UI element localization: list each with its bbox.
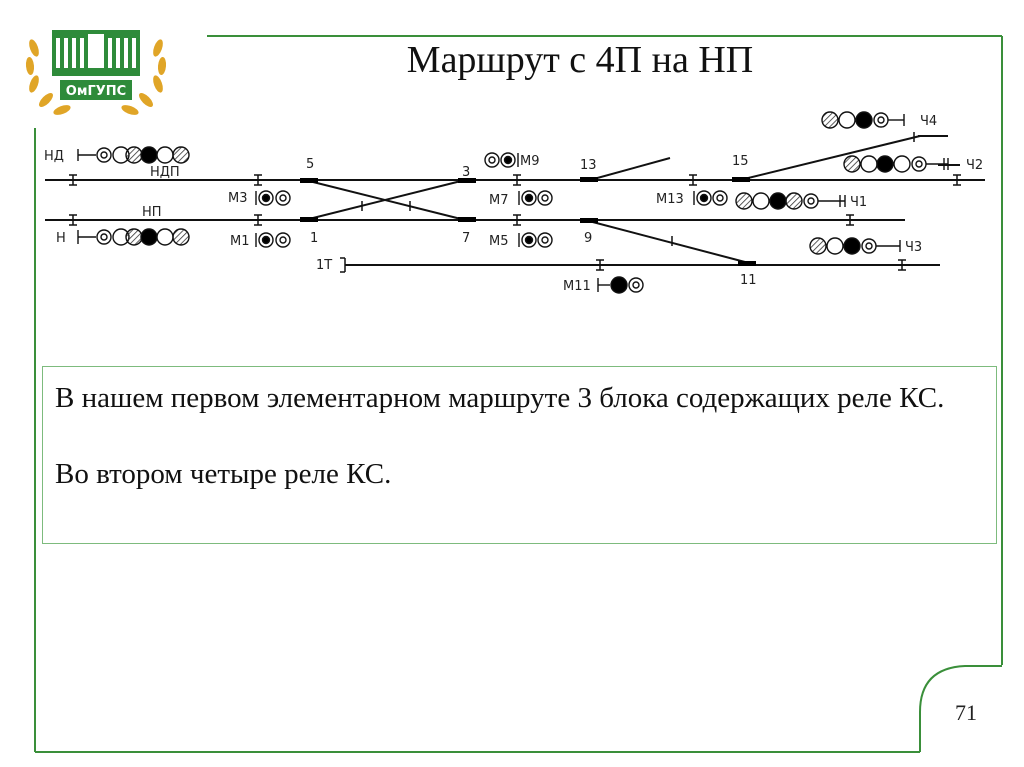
label-m1: М1 xyxy=(230,234,250,249)
label-m5: М5 xyxy=(489,234,509,249)
signal-m9 xyxy=(485,153,518,167)
switch-9: 9 xyxy=(584,231,593,246)
signal-m13 xyxy=(694,191,727,205)
branch-15 xyxy=(740,136,920,180)
label-np: НП xyxy=(142,205,162,220)
signal-nd xyxy=(78,147,189,163)
switch-1: 1 xyxy=(310,231,319,246)
paragraph-2: Во втором четыре реле КС. xyxy=(55,458,392,490)
switch-11: 11 xyxy=(740,273,757,288)
label-ch2: Ч2 xyxy=(966,158,984,173)
signal-m3 xyxy=(256,191,290,205)
page-number: 71 xyxy=(955,700,977,725)
signal-m7 xyxy=(519,191,552,205)
label-ch4: Ч4 xyxy=(920,114,938,129)
label-m11: М11 xyxy=(563,279,591,294)
explanation-textbox xyxy=(42,366,997,544)
label-m3: М3 xyxy=(228,191,248,206)
label-nd: НД xyxy=(44,149,64,164)
label-1t: 1Т xyxy=(316,258,333,273)
label-n: Н xyxy=(56,231,66,246)
svg-text:ОмГУПС: ОмГУПС xyxy=(65,84,127,99)
label-m7: М7 xyxy=(489,193,509,208)
label-ch3: Ч3 xyxy=(905,240,923,255)
label-ndp: НДП xyxy=(150,165,180,180)
paragraph-1: В нашем первом элементарном маршруте 3 блока содержащих реле КС. xyxy=(55,382,945,414)
branch-9-11 xyxy=(585,220,745,262)
signal-ch4 xyxy=(822,112,904,128)
signal-ch2 xyxy=(844,156,948,172)
switch-5: 5 xyxy=(306,157,315,172)
branch-13 xyxy=(590,158,670,180)
signal-m11 xyxy=(598,277,643,293)
label-ch1: Ч1 xyxy=(850,195,868,210)
track-scheme xyxy=(30,100,990,310)
switch-15: 15 xyxy=(732,154,749,169)
page-title: Маршрут с 4П на НП xyxy=(406,39,754,81)
label-m9: М9 xyxy=(520,154,540,169)
signal-m1 xyxy=(256,233,290,247)
signal-n xyxy=(78,229,189,245)
signal-ch1 xyxy=(736,193,845,209)
switch-13: 13 xyxy=(580,158,597,173)
label-m13: М13 xyxy=(656,192,684,207)
switch-7: 7 xyxy=(462,231,471,246)
signal-ch3 xyxy=(810,238,900,254)
signal-m5 xyxy=(519,233,552,247)
switch-3: 3 xyxy=(462,165,471,180)
